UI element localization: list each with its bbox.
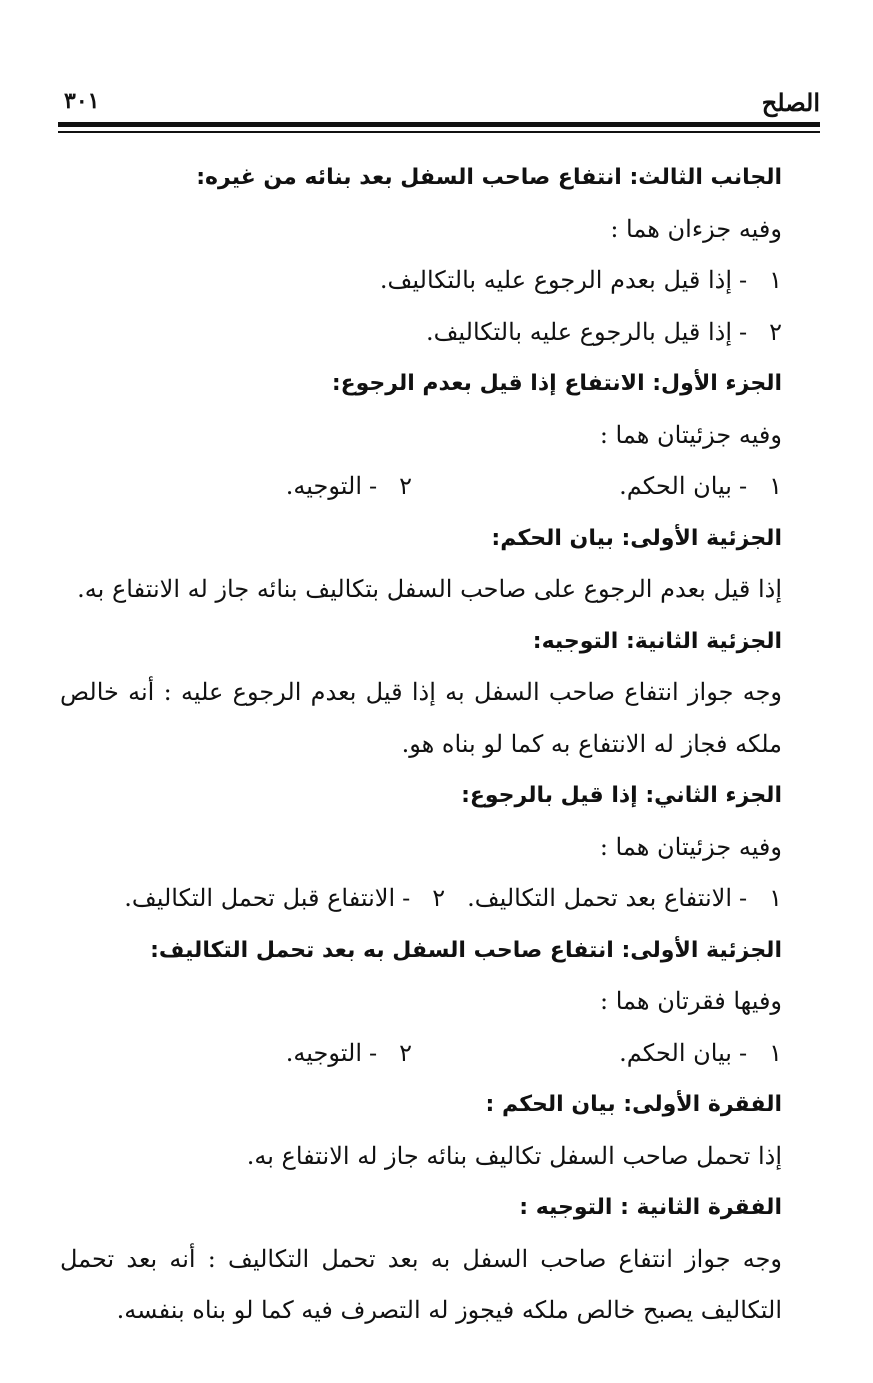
paragraph: وفيها فقرتان هما : [600,987,782,1015]
list-text: بيان الحكم. [619,472,732,500]
paragraph: وفيه جزئيتان هما : [599,420,782,449]
page-header [58,80,820,120]
section-heading: الجانب الثالث: انتفاع صاحب السفل بعد بنائه من غيره: [196,165,782,190]
paragraph-line: وجه جواز انتفاع صاحب السفل به بعد تحمل التكاليف : أنه بعد تحمل [60,1244,782,1273]
list-row: ١-بيان الحكم. ٢-التوجيه. [60,1028,782,1080]
list-number: ٢ [399,472,412,500]
list-row: ١-بيان الحكم. ٢-التوجيه. [60,461,782,513]
running-title: الصلح [761,88,820,117]
list-number: ١ [769,472,782,500]
list-number: ١ [769,266,782,294]
list-text: الانتفاع بعد تحمل التكاليف. [467,884,732,912]
paragraph: إذا قيل بعدم الرجوع على صاحب السفل بتكاليف بنائه جاز له الانتفاع به. [77,575,782,603]
part-heading: الجزء الثاني: إذا قيل بالرجوع: [461,783,782,808]
list-number: ٢ [432,884,446,912]
list-item: ١-إذا قيل بعدم الرجوع عليه بالتكاليف. [60,255,782,307]
list-number: ١ [769,1038,782,1067]
paragraph: إذا تحمل صاحب السفل تكاليف بنائه جاز له الانتفاع به. [246,1141,782,1170]
paragraph: وفيه جزئيتان هما : [599,832,782,861]
subpart-heading: الجزئية الأولى: بيان الحكم: [491,525,782,551]
page-body [60,152,782,1337]
header-rule-thin [58,131,820,133]
paragraph: وفيه جزءان هما : [610,214,782,243]
list-text: إذا قيل بعدم الرجوع عليه بالتكاليف. [379,266,732,294]
paragraph-line: وجه جواز انتفاع صاحب السفل به إذا قيل بعدم الرجوع عليه : أنه خالص [60,678,782,706]
list-number: ٢ [399,1038,412,1067]
paragraph-line: التكاليف يصبح خالص ملكه فيجوز له التصرف فيه كما لو بناه بنفسه. [116,1296,782,1324]
paragraph-line: ملكه فجاز له الانتفاع به كما لو بناه هو. [401,729,782,758]
page-number: ٣٠١ [64,88,100,114]
list-number: ١ [769,884,782,912]
list-text: التوجيه. [285,472,362,500]
list-row: ١-الانتفاع بعد تحمل التكاليف.٢-الانتفاع قبل تحمل التكاليف. [60,873,782,925]
list-text: بيان الحكم. [619,1038,732,1067]
list-text: الانتفاع قبل تحمل التكاليف. [124,884,396,912]
part-heading: الجزء الأول: الانتفاع إذا قيل بعدم الرجوع: [331,371,782,396]
list-number: ٢ [769,317,782,346]
subpart-heading: الجزئية الثانية: التوجيه: [532,628,782,654]
subpart-heading: الجزئية الأولى: انتفاع صاحب السفل به بعد تحمل التكاليف: [150,937,782,963]
paragraph-heading: الفقرة الثانية : التوجيه : [519,1195,782,1220]
paragraph-heading: الفقرة الأولى: بيان الحكم : [485,1092,782,1117]
list-text: إذا قيل بالرجوع عليه بالتكاليف. [425,317,732,346]
list-text: التوجيه. [285,1038,362,1067]
list-item: ٢-إذا قيل بالرجوع عليه بالتكاليف. [60,307,782,359]
header-rule-thick [58,122,820,127]
